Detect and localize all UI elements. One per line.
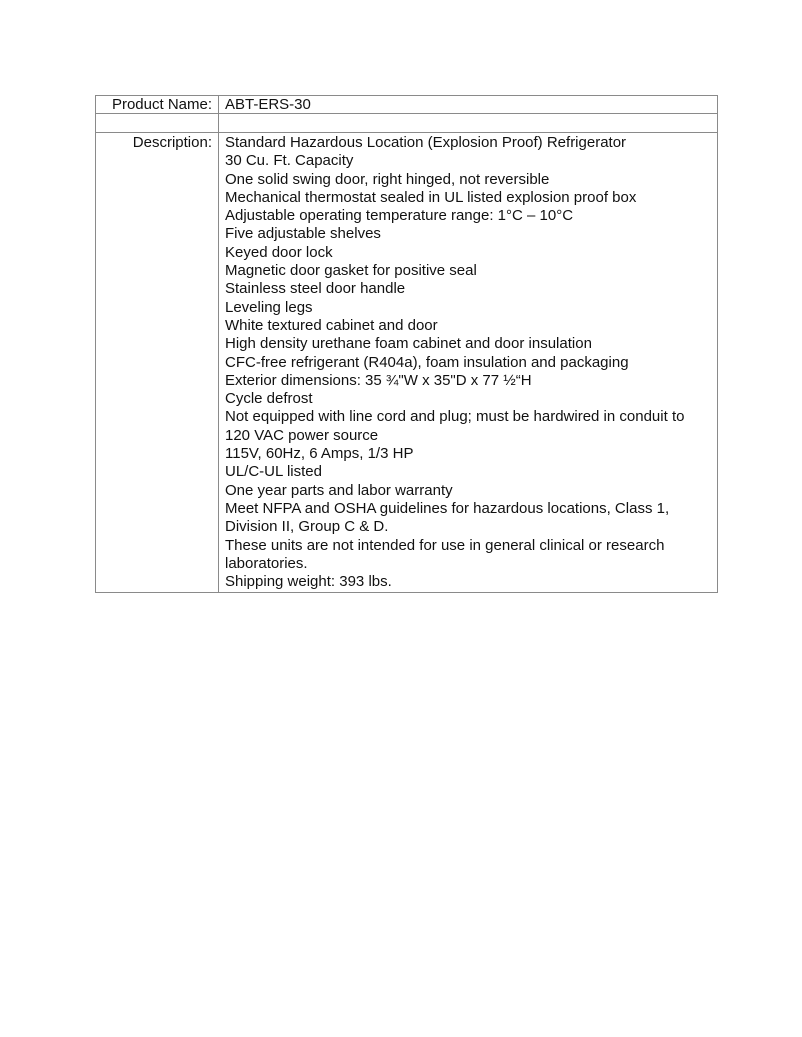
description-line: Adjustable operating temperature range: 1°C – 10°C <box>225 207 574 225</box>
description-line: CFC-free refrigerant (R404a), foam insulation and packaging <box>225 353 629 371</box>
empty-row <box>96 114 718 133</box>
description-line: Leveling legs <box>225 298 313 316</box>
description-line: 115V, 60Hz, 6 Amps, 1/3 HP <box>225 445 414 463</box>
description-line: Exterior dimensions: 35 ¾"W x 35"D x 77 ½“H <box>225 371 532 389</box>
product-spec-table <box>95 95 718 593</box>
description-line: Stainless steel door handle <box>225 280 406 298</box>
product-name-value: ABT-ERS-30 <box>219 96 718 114</box>
description-line: Meet NFPA and OSHA guidelines for hazardous locations, Class 1, Division II, Group C & D. <box>225 499 670 536</box>
description-row <box>96 133 718 593</box>
description-label: Description: <box>96 133 219 593</box>
description-line: Not equipped with line cord and plug; must be hardwired in conduit to 120 VAC power source <box>225 408 685 444</box>
description-line: High density urethane foam cabinet and door insulation <box>225 335 592 353</box>
empty-cell <box>96 114 219 133</box>
empty-cell <box>219 114 718 133</box>
description-line: Standard Hazardous Location (Explosion Proof) Refrigerator <box>225 134 627 151</box>
description-line: Cycle defrost <box>225 390 313 408</box>
description-line: UL/C-UL listed <box>225 463 322 481</box>
description-line: Five adjustable shelves <box>225 225 381 243</box>
product-name-row <box>96 96 718 114</box>
description-line: White textured cabinet and door <box>225 316 438 334</box>
description-line: These units are not intended for use in general clinical or research laboratories. <box>225 536 665 572</box>
description-line: 30 Cu. Ft. Capacity <box>225 152 354 170</box>
product-name-label: Product Name: <box>96 96 219 114</box>
description-value <box>219 133 718 593</box>
description-line: Mechanical thermostat sealed in UL listed explosion proof box <box>225 188 637 206</box>
description-line: Keyed door lock <box>225 243 333 261</box>
description-line: Magnetic door gasket for positive seal <box>225 262 477 280</box>
description-line: One solid swing door, right hinged, not reversible <box>225 170 550 188</box>
description-line: Shipping weight: 393 lbs. <box>225 573 392 591</box>
description-line: One year parts and labor warranty <box>225 481 453 499</box>
